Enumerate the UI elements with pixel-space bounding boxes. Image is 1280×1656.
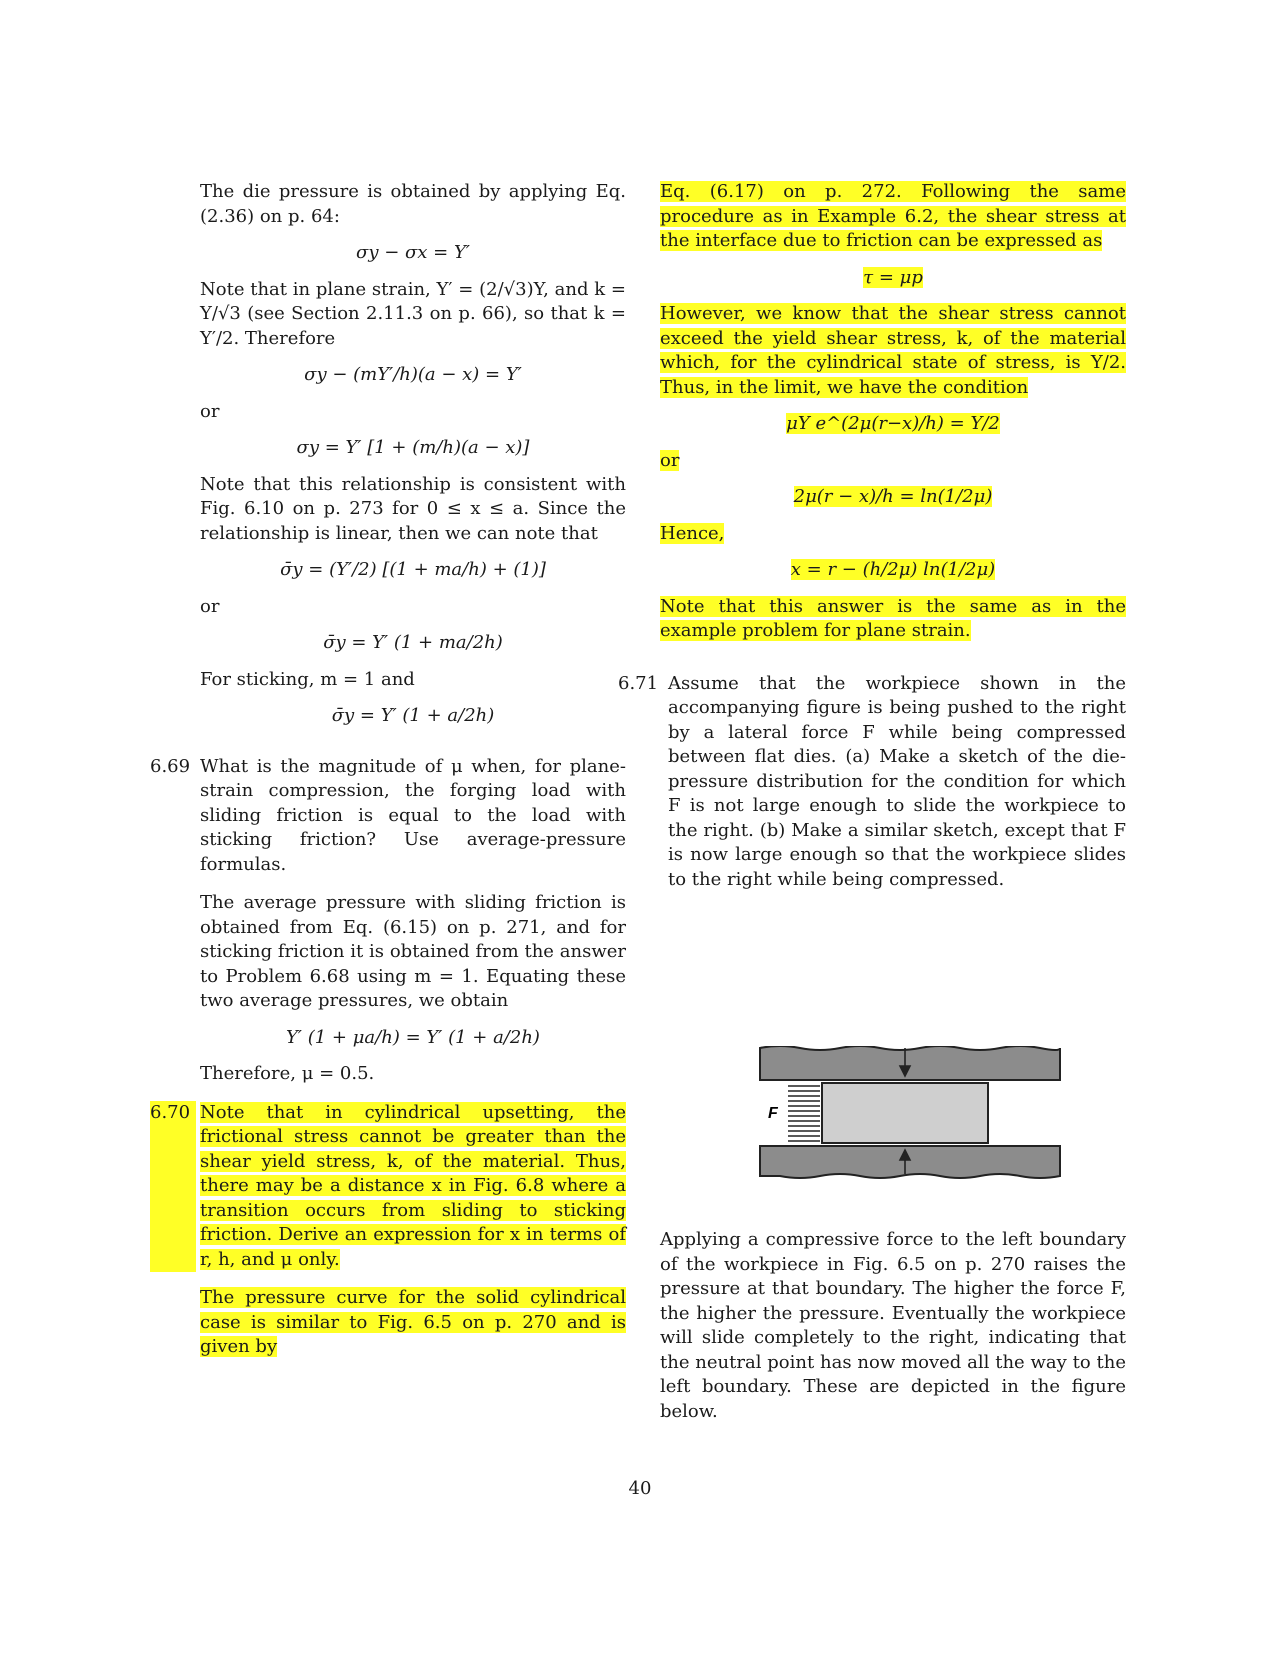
answer-6-70: The pressure curve for the solid cylindrical case is similar to Fig. 6.5 on p. 270 and is given by <box>200 1287 626 1357</box>
hence-label: Hence, <box>660 522 725 544</box>
equation-average-2: σ̄y = Y′ (1 + ma/2h) <box>323 632 503 653</box>
linear-note: Note that this relationship is consistent with Fig. 6.10 on p. 273 for 0 ≤ x ≤ a. Since the relationship is linear, then we can note that <box>200 473 626 544</box>
right-column <box>618 180 1126 892</box>
intro-text: The die pressure is obtained by applying Eq. (2.36) on p. 64: <box>200 181 626 227</box>
problem-text: What is the magnitude of μ when, for plane-strain compression, the forging load with sliding friction is equal to the load with sticking friction? Use average-pressure formulas. <box>200 755 626 875</box>
sticking-text: For sticking, m = 1 and <box>200 668 415 690</box>
or-label-1: or <box>200 400 220 422</box>
answer-6-71-block <box>648 1228 1126 1424</box>
equation-log: 2μ(r − x)/h = ln(1/2μ) <box>793 486 993 507</box>
plane-strain-note: Note that in plane strain, Y′ = (2/√3)Y, and k = Y/√3 (see Section 2.11.3 on p. 66), so that k = Y′/2. Therefore <box>200 278 626 349</box>
problem-number: 6.70 <box>150 1101 196 1273</box>
equation-average-1: σ̄y = (Y′/2) [(1 + ma/h) + (1)] <box>280 559 546 580</box>
equation-x: x = r − (h/2μ) ln(1/2μ) <box>790 559 996 580</box>
note-same-text: Note that this answer is the same as in the example problem for plane strain. <box>660 595 1126 641</box>
problem-6-71 <box>618 672 1126 893</box>
problem-number: 6.69 <box>150 755 191 777</box>
equation-shear-stress: τ = μp <box>863 266 923 288</box>
page-number: 40 <box>628 1478 652 1499</box>
problem-text: Assume that the workpiece shown in the accompanying figure is being pushed to the right by a lateral force F while being compressed between flat dies. (a) Make a sketch of the die-pressure distribution for the condition for which F is not large enough to slide the workpiece to the right. (b) Make a similar sketch, except that F is now large enough so that the workpiece slides to the right while being compressed. <box>668 672 1126 890</box>
equation-equate: Y′ (1 + μa/h) = Y′ (1 + a/2h) <box>286 1026 540 1048</box>
therefore-text: Therefore, μ = 0.5. <box>200 1063 375 1084</box>
top-die <box>760 1046 1060 1080</box>
force-label: F <box>768 1105 778 1122</box>
equation-sticking: σ̄y = Y′ (1 + a/2h) <box>331 705 495 726</box>
problem-text: Note that in cylindrical upsetting, the frictional stress cannot be greater than the shear yield stress, k, of the material. Thus, there may be a distance x in Fig. 6.8 where a transition occurs from sliding to sticking friction. Derive an expression for x in terms of r, h, and μ only. <box>200 1101 626 1270</box>
workpiece <box>822 1083 988 1143</box>
bottom-die <box>760 1146 1060 1178</box>
problem-6-69 <box>150 755 626 878</box>
or-label: or <box>660 449 680 471</box>
die-compression-figure <box>750 1046 1080 1206</box>
lateral-force-hatch <box>788 1086 820 1141</box>
or-label-2: or <box>200 595 220 617</box>
left-column <box>150 180 626 1360</box>
equation-pressure-2: σy = Y′ [1 + (m/h)(a − x)] <box>296 437 530 458</box>
continued-text: Eq. (6.17) on p. 272. Following the same procedure as in Example 6.2, the shear stress at the interface due to friction can be expressed as <box>660 181 1126 251</box>
problem-6-70 <box>150 1101 626 1273</box>
answer-6-69: The average pressure with sliding friction is obtained from Eq. (6.15) on p. 271, and for sticking friction it is obtained from the answer to Problem 6.68 using m = 1. Equating these two average pressures, we obtain <box>200 892 626 1011</box>
answer-6-71: Applying a compressive force to the left boundary of the workpiece in Fig. 6.5 on p. 270 raises the pressure at that boundary. The higher the force F, the higher the pressure. Eventually the workpiece will slide completely to the right, indicating that the neutral point has now moved all the way to the left boundary. These are depicted in the figure below. <box>660 1229 1126 1422</box>
equation-limit: μY e^(2μ(r−x)/h) = Y/2 <box>786 413 1000 434</box>
equation-yield-criterion: σy − σx = Y′ <box>356 242 470 263</box>
equation-pressure-1: σy − (mY′/h)(a − x) = Y′ <box>304 364 522 385</box>
problem-number: 6.71 <box>618 672 659 694</box>
however-text: However, we know that the shear stress cannot exceed the yield shear stress, k, of the material which, for the cylindrical state of stress, is Y/2. Thus, in the limit, we have the condition <box>660 303 1126 398</box>
